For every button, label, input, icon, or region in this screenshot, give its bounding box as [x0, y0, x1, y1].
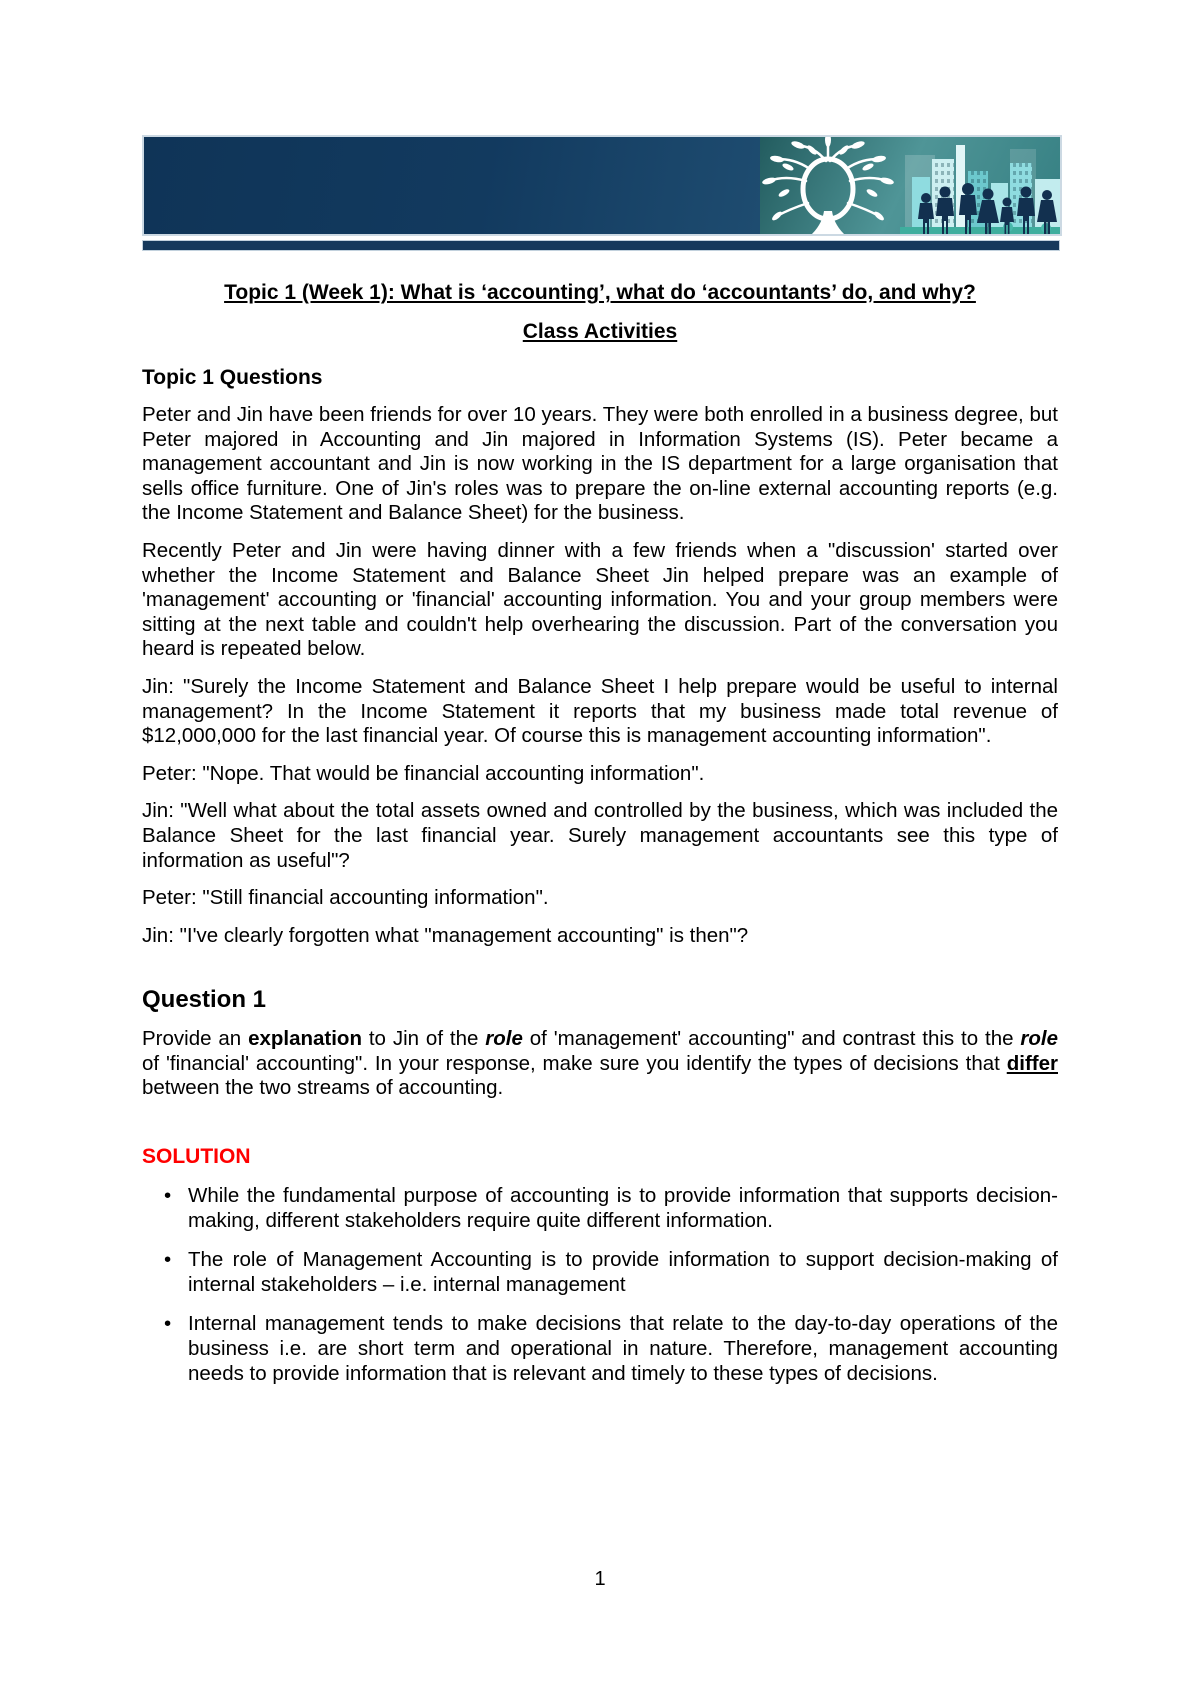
question1-text-segment: between the two streams of accounting. [142, 1076, 504, 1100]
bullet-dot-icon: • [164, 1248, 172, 1272]
dialogue-peter-2: Peter: "Still financial accounting information". [142, 886, 549, 910]
solution-bullet-list [142, 1184, 1058, 1386]
question1-bolditalic-role-1: role [485, 1027, 523, 1051]
paragraph-intro: Peter and Jin have been friends for over 10 years. They were both enrolled in a business degree, but Peter majored in Accounting and Jin majored in Information Systems (IS). Peter became a management accountant and Jin is now working in the IS department for a large organisation that sells office furniture. One of Jin's roles was to prepare the on-line external accounting reports (e.g. the Income Statement and Balance Sheet) for the business. [142, 403, 1058, 525]
dialogue-jin-1: Jin: "Surely the Income Statement and Balance Sheet I help prepare would be useful to internal management? In the Income Statement it reports that my business made total revenue of $12,000,000 for the last financial year. Of course this is management accounting information". [142, 674, 1058, 748]
question1-bold-explanation: explanation [248, 1027, 362, 1051]
question1-bold-underline-differ: differ [1006, 1051, 1058, 1075]
page-title: Topic 1 (Week 1): What is ‘accounting’, what do ‘accountants’ do, and why? [224, 281, 976, 304]
page-subtitle: Class Activities [522, 320, 678, 343]
question1-text-segment: of 'financial' accounting". In your response, make sure you identify the types of decisions that [142, 1051, 1007, 1075]
question1-bolditalic-role-2: role [1020, 1027, 1058, 1051]
paragraph-dinner-discussion: Recently Peter and Jin were having dinner with a few friends when a "discussion' started over whether the Income Statement and Balance Sheet Jin helped prepare was an example of 'management' accounting or 'financial' accounting information. You and your group members were sitting at the next table and couldn't help overhearing the discussion. Part of the conversation you heard is repeated below. [142, 538, 1058, 661]
question1-text-segment: of 'management' accounting" and contrast this to the [522, 1027, 1021, 1051]
solution-heading: SOLUTION [142, 1145, 251, 1169]
banner-graphic [760, 137, 1060, 234]
banner-teal-panel [760, 137, 1060, 234]
solution-bullet-item [142, 1184, 1058, 1233]
solution-bullet-text: While the fundamental purpose of accounting is to provide information that supports decision-making, different stakeholders require quite different information. [188, 1184, 1058, 1232]
page-number: 1 [594, 1568, 606, 1590]
dialogue-jin-2: Jin: "Well what about the total assets owned and controlled by the business, which was included the Balance Sheet for the last financial year. Surely management accountants see this type of information as useful"? [142, 799, 1058, 872]
solution-bullet-text: Internal management tends to make decisions that relate to the day-to-day operations of the business i.e. are short term and operational in nature. Therefore, management accounting needs to provide information that is relevant and timely to these types of decisions. [188, 1312, 1058, 1385]
bullet-dot-icon: • [164, 1184, 172, 1208]
dialogue-jin-3: Jin: "I've clearly forgotten what "management accounting" is then"? [142, 923, 749, 947]
section-heading-topic1-questions: Topic 1 Questions [142, 366, 323, 389]
tree-logo-icon [761, 137, 894, 234]
question1-heading: Question 1 [142, 986, 267, 1014]
solution-bullet-item [142, 1312, 1058, 1386]
solution-bullet-item [142, 1248, 1058, 1297]
bullet-dot-icon: • [164, 1312, 172, 1336]
banner-underline-bar [142, 240, 1060, 251]
banner-navy-panel [144, 137, 760, 234]
header-banner [142, 135, 1062, 236]
dialogue-peter-1: Peter: "Nope. That would be financial accounting information". [142, 761, 705, 785]
question1-text-segment: to Jin of the [361, 1027, 486, 1051]
question1-body [142, 1027, 1058, 1101]
question1-text-segment: Provide an [142, 1027, 249, 1051]
solution-bullet-text: The role of Management Accounting is to provide information to support decision-making of internal stakeholders – i.e. internal management [188, 1248, 1058, 1296]
